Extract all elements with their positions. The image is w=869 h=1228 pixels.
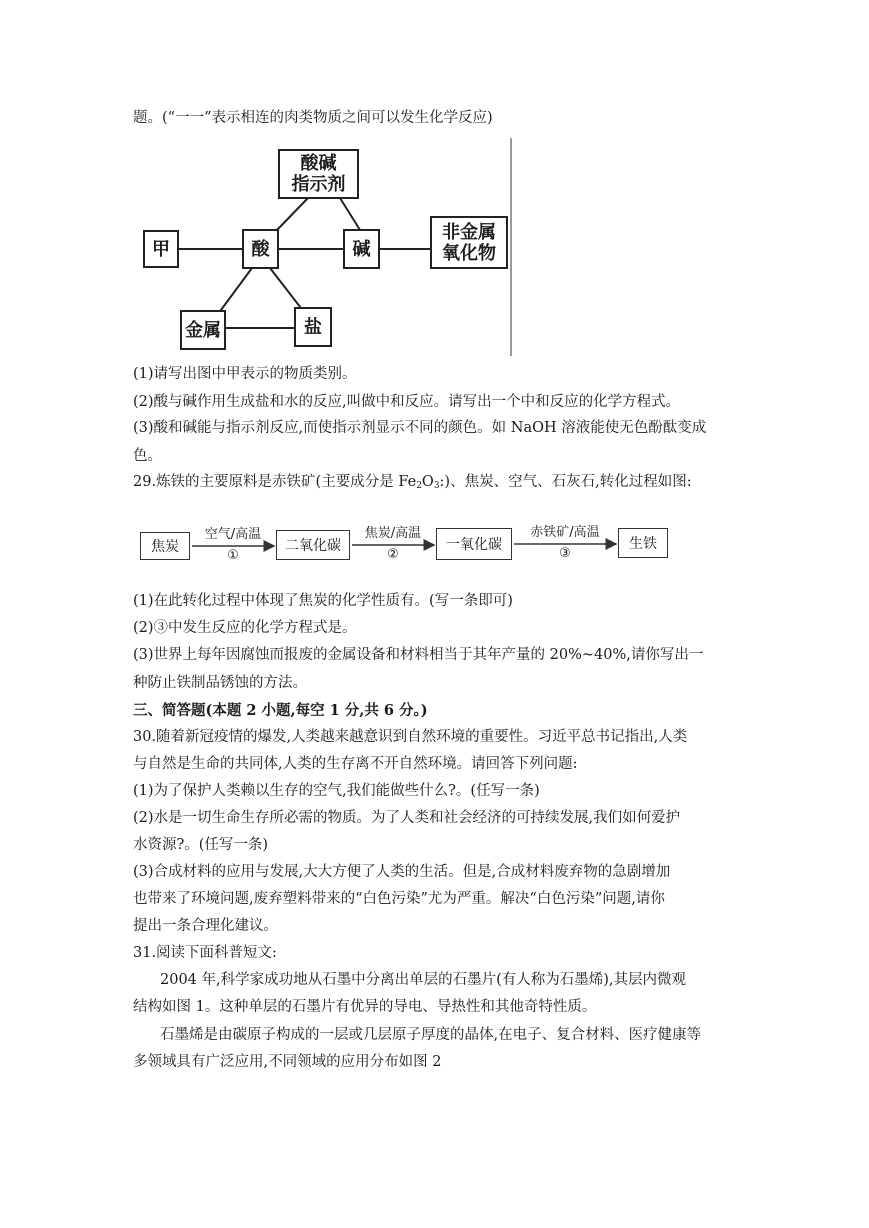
arrow2-top-label: 焦炭/高温 <box>364 526 422 541</box>
flow-box-co: 一氧化碳 <box>436 528 512 560</box>
arrow3-bottom-label: ③ <box>559 546 571 561</box>
flow-box-co2: 二氧化碳 <box>276 530 350 560</box>
q29-part1: (1)在此转化过程中体现了焦炭的化学性质有。(写一条即可) <box>133 593 513 609</box>
q28-part2: (2)酸与碱作用生成盐和水的反应,叫做中和反应。请写出一个中和反应的化学方程式。 <box>133 394 681 410</box>
q30-part3-line1: (3)合成材料的应用与发展,大大方便了人类的生活。但是,合成材料废弃物的急剧增加 <box>133 864 671 880</box>
q29-part3-line1: (3)世界上每年因腐蚀而报废的金属设备和材料相当于其年产量的 20%~40%,请你写出一 <box>133 647 704 663</box>
q30-part3-line3: 提出一条合理化建议。 <box>133 918 278 934</box>
q31-para1-line2: 结构如图 1。这种单层的石墨片有优异的导电、导热性和其他奇特性质。 <box>133 999 597 1015</box>
flow-box-pig-iron: 生铁 <box>618 528 668 558</box>
q31-para2-line1: 石墨烯是由碳原子构成的一层或几层原子厚度的晶体,在电子、复合材料、医疗健康等 <box>160 1027 702 1043</box>
q31-stem: 31.阅读下面科普短文: <box>133 945 277 961</box>
node-metal: 金属 <box>180 310 226 350</box>
q31-para1-line1: 2004 年,科学家成功地从石墨中分离出单层的石墨片(有人称为石墨烯),其层内微观 <box>160 972 687 988</box>
q28-part3-line2: 色。 <box>133 448 162 464</box>
q30-part2-line1: (2)水是一切生命生存所必需的物质。为了人类和社会经济的可持续发展,我们如何爱护 <box>133 810 681 826</box>
arrow1-bottom-label: ① <box>227 548 239 563</box>
reaction-diagram <box>128 138 518 356</box>
node-jia: 甲 <box>143 230 179 268</box>
iron-making-flowchart <box>138 518 678 572</box>
node-acid: 酸 <box>242 229 279 269</box>
q29-part2: (2)③中发生反应的化学方程式是。 <box>133 620 357 636</box>
q28-part3-line1: (3)酸和碱能与指示剂反应,而使指示剂显示不同的颜色。如 NaOH 溶液能使无色酚酞变成 <box>133 420 707 436</box>
intro-line: 题。(“一一”表示相连的肉类物质之间可以发生化学反应) <box>133 110 493 126</box>
q30-stem-line2: 与自然是生命的共同体,人类的生存离不开自然环境。请回答下列问题: <box>133 756 578 772</box>
node-base: 碱 <box>343 229 380 269</box>
node-nonmetal-oxide: 非金属 氧化物 <box>430 216 508 269</box>
q30-part1: (1)为了保护人类赖以生存的空气,我们能做些什么?。(任写一条) <box>133 783 540 799</box>
arrow2-bottom-label: ② <box>387 547 399 562</box>
section3-heading: 三、简答题(本题 2 小题,每空 1 分,共 6 分。) <box>133 702 428 719</box>
flow-box-coke: 焦炭 <box>140 532 190 560</box>
q29-part3-line2: 种防止铁制品锈蚀的方法。 <box>133 675 307 691</box>
q30-part2-line2: 水资源?。(任写一条) <box>133 837 269 853</box>
q29-stem: 29.炼铁的主要原料是赤铁矿(主要成分是 $Fe_2O_3$:)、焦炭、空气、石灰石,转化过程如图: <box>133 474 692 491</box>
q31-para2-line2: 多领域具有广泛应用,不同领域的应用分布如图 2 <box>133 1054 442 1070</box>
arrow1-top-label: 空气/高温 <box>204 527 262 542</box>
q30-part3-line2: 也带来了环境问题,废弃塑料带来的“白色污染”尤为严重。解决“白色污染”问题,请你 <box>133 891 665 907</box>
node-salt: 盐 <box>294 307 332 347</box>
q30-stem-line1: 30.随着新冠疫情的爆发,人类越来越意识到自然环境的重要性。习近平总书记指出,人类 <box>133 729 688 745</box>
arrow3-top-label: 赤铁矿/高温 <box>530 525 600 540</box>
node-indicator: 酸碱 指示剂 <box>278 149 359 199</box>
q28-part1: (1)请写出图中甲表示的物质类别。 <box>133 366 357 382</box>
